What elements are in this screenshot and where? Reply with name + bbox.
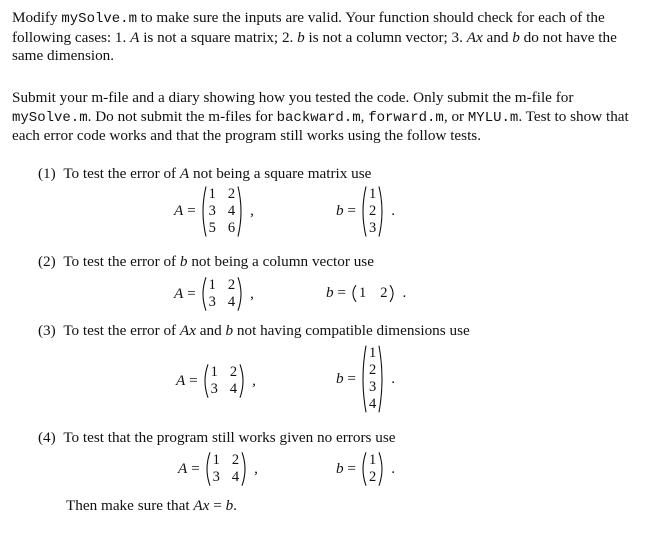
item-text: To test the error of xyxy=(63,165,180,182)
punctuation: . xyxy=(391,369,396,387)
matrix-entry: 2 xyxy=(229,364,238,380)
item-text: To test that the program still works given no errors use xyxy=(63,429,396,446)
item-var: Ax xyxy=(179,322,196,339)
right-paren xyxy=(378,186,385,237)
matrix-entry: 1 xyxy=(358,284,367,301)
matrix xyxy=(350,285,397,302)
right-paren xyxy=(378,452,385,486)
punctuation: . xyxy=(391,202,396,220)
equation-lhs xyxy=(336,460,356,479)
matrix-entries xyxy=(367,345,378,413)
equation-lhs xyxy=(174,285,196,304)
matrix-entries xyxy=(207,277,238,311)
lhs-symbol: A xyxy=(178,459,188,477)
lhs-symbol: A xyxy=(176,371,186,389)
matrix-entry: 2 xyxy=(227,186,236,202)
intro-text: and xyxy=(482,28,513,46)
code-mysolve: mySolve.m xyxy=(12,109,88,126)
matrix-entry: 3 xyxy=(208,294,216,310)
final-text: Then make sure that xyxy=(66,497,194,514)
submit-text: Submit your m-file and a diary showing how you tested the code. Only submit the m-file for xyxy=(12,89,574,106)
intro-paragraph xyxy=(12,9,642,66)
matrix-entries xyxy=(367,452,378,486)
left-paren xyxy=(200,277,207,311)
var-A: A xyxy=(130,28,140,46)
matrix xyxy=(200,277,245,311)
right-paren xyxy=(237,277,244,311)
matrix-entry: 5 xyxy=(208,220,216,236)
punctuation: . xyxy=(402,284,407,301)
matrix-entry: 2 xyxy=(231,452,240,468)
matrix-entry: 3 xyxy=(368,220,377,236)
matrix-entry: 1 xyxy=(368,186,377,202)
matrix-A-test4 xyxy=(178,452,258,486)
matrix-entries xyxy=(209,364,240,398)
intro-text: to make sure the inputs are valid. Your function should check for each of the following cases: 1. xyxy=(12,9,605,46)
submit-text: . Test to show that each error code works and that the program still works using the follow tests. xyxy=(12,107,629,144)
punctuation: , xyxy=(252,371,256,389)
final-text: . xyxy=(233,497,237,514)
lhs-symbol: A xyxy=(174,202,184,220)
matrix-entry: 2 xyxy=(368,362,377,378)
punctuation: . xyxy=(391,459,396,477)
lhs-symbol: b xyxy=(336,459,344,477)
lhs-symbol: b xyxy=(326,284,334,301)
matrix-A-test3 xyxy=(176,364,256,398)
lhs-symbol: b xyxy=(336,202,344,220)
equals-sign: = xyxy=(343,202,356,220)
var-b: b xyxy=(297,28,305,46)
test-item-3 xyxy=(38,322,470,341)
equals-sign: = xyxy=(185,371,198,389)
punctuation: , xyxy=(250,202,254,220)
right-paren xyxy=(237,186,244,237)
var-Ax: Ax xyxy=(466,28,483,46)
vector-b-test3 xyxy=(336,345,395,413)
equation-lhs xyxy=(178,460,200,479)
lhs-symbol: A xyxy=(174,284,184,302)
matrix-entry: 2 xyxy=(368,203,377,219)
right-paren xyxy=(378,345,385,413)
equals-sign: = xyxy=(187,459,200,477)
matrix-entry: 3 xyxy=(368,379,377,395)
matrix-entry: 3 xyxy=(210,381,218,397)
submit-text: , or xyxy=(443,107,468,125)
var-b: b xyxy=(512,28,520,46)
left-paren xyxy=(202,364,209,398)
left-paren xyxy=(200,186,207,237)
matrix-entry: 4 xyxy=(227,203,236,219)
matrix xyxy=(200,186,245,237)
matrix-entries xyxy=(207,186,238,237)
var-Ax: Ax xyxy=(193,497,210,514)
left-paren xyxy=(360,452,367,486)
item-text: and xyxy=(195,322,226,339)
final-text: = xyxy=(209,497,226,514)
matrix-entry: 2 xyxy=(380,284,388,301)
item-text: To test the error of xyxy=(63,253,180,270)
equation-lhs xyxy=(174,202,196,221)
matrix-entry: 1 xyxy=(208,186,216,202)
equation-lhs xyxy=(336,370,356,389)
matrix-entries xyxy=(357,285,390,302)
submit-text: , xyxy=(360,107,369,125)
equals-sign: = xyxy=(183,202,196,220)
vector-b-test1 xyxy=(336,186,395,237)
code-mysolve: mySolve.m xyxy=(61,11,137,27)
vector-b-test4 xyxy=(336,452,395,486)
code-forward: forward.m xyxy=(368,109,444,126)
right-paren xyxy=(241,452,248,486)
matrix-entry: 3 xyxy=(212,469,220,485)
equation-lhs xyxy=(326,284,346,303)
item-var: b xyxy=(225,322,234,339)
item-text: not being a column vector use xyxy=(187,253,374,270)
test-item-1 xyxy=(38,165,371,184)
intro-text: is not a column vector; 3. xyxy=(304,28,467,46)
left-paren xyxy=(360,345,367,413)
var-b: b xyxy=(225,497,234,514)
right-paren xyxy=(389,285,396,302)
left-paren xyxy=(204,452,211,486)
test-item-2 xyxy=(38,253,374,272)
matrix-entry: 4 xyxy=(368,396,377,412)
item-number: (3) xyxy=(38,322,56,339)
matrix-entry: 1 xyxy=(208,277,216,293)
matrix xyxy=(204,452,249,486)
item-text: not being a square matrix use xyxy=(189,165,372,182)
right-paren xyxy=(239,364,246,398)
matrix-entry: 2 xyxy=(368,469,377,485)
code-mylu: MYLU.m xyxy=(467,109,519,126)
submit-paragraph xyxy=(12,89,642,146)
equals-sign: = xyxy=(333,284,346,301)
matrix-A-test2 xyxy=(174,277,254,311)
intro-text: Modify xyxy=(12,9,62,26)
code-backward: backward.m xyxy=(276,109,361,126)
item-text: not having compatible dimensions use xyxy=(233,322,470,339)
matrix-entry: 3 xyxy=(208,203,216,219)
matrix xyxy=(360,186,385,237)
vector-b-test2 xyxy=(326,284,406,303)
matrix-A-test1 xyxy=(174,186,254,237)
item-text: To test the error of xyxy=(63,322,180,339)
item-number: (4) xyxy=(38,429,56,446)
equals-sign: = xyxy=(343,369,356,387)
equals-sign: = xyxy=(343,459,356,477)
equals-sign: = xyxy=(183,284,196,302)
equation-lhs xyxy=(336,202,356,221)
item-number: (1) xyxy=(38,165,56,182)
matrix-entries xyxy=(211,452,242,486)
punctuation: , xyxy=(254,459,258,477)
matrix-entry: 1 xyxy=(368,345,377,361)
intro-text: do not have the same dimension. xyxy=(12,28,617,64)
matrix-entry: 4 xyxy=(231,469,240,485)
matrix-entry: 4 xyxy=(229,381,238,397)
matrix-entry: 4 xyxy=(227,294,236,310)
left-paren xyxy=(360,186,367,237)
item-var: A xyxy=(179,165,190,182)
intro-text: is not a square matrix; 2. xyxy=(139,28,298,46)
matrix xyxy=(360,452,385,486)
left-paren xyxy=(350,285,357,302)
matrix-entries xyxy=(367,186,378,237)
matrix-entry: 1 xyxy=(368,452,377,468)
matrix-entry: 2 xyxy=(227,277,236,293)
test-item-4 xyxy=(38,429,395,448)
matrix-entry: 1 xyxy=(212,452,220,468)
matrix xyxy=(202,364,247,398)
lhs-symbol: b xyxy=(336,369,344,387)
matrix xyxy=(360,345,385,413)
matrix-entry: 6 xyxy=(227,220,236,236)
item-number: (2) xyxy=(38,253,56,270)
punctuation: , xyxy=(250,284,254,302)
final-instruction xyxy=(66,497,237,516)
equation-lhs xyxy=(176,372,198,391)
item-var: b xyxy=(179,253,188,270)
submit-text: . Do not submit the m-files for xyxy=(87,107,277,125)
matrix-entry: 1 xyxy=(210,364,218,380)
